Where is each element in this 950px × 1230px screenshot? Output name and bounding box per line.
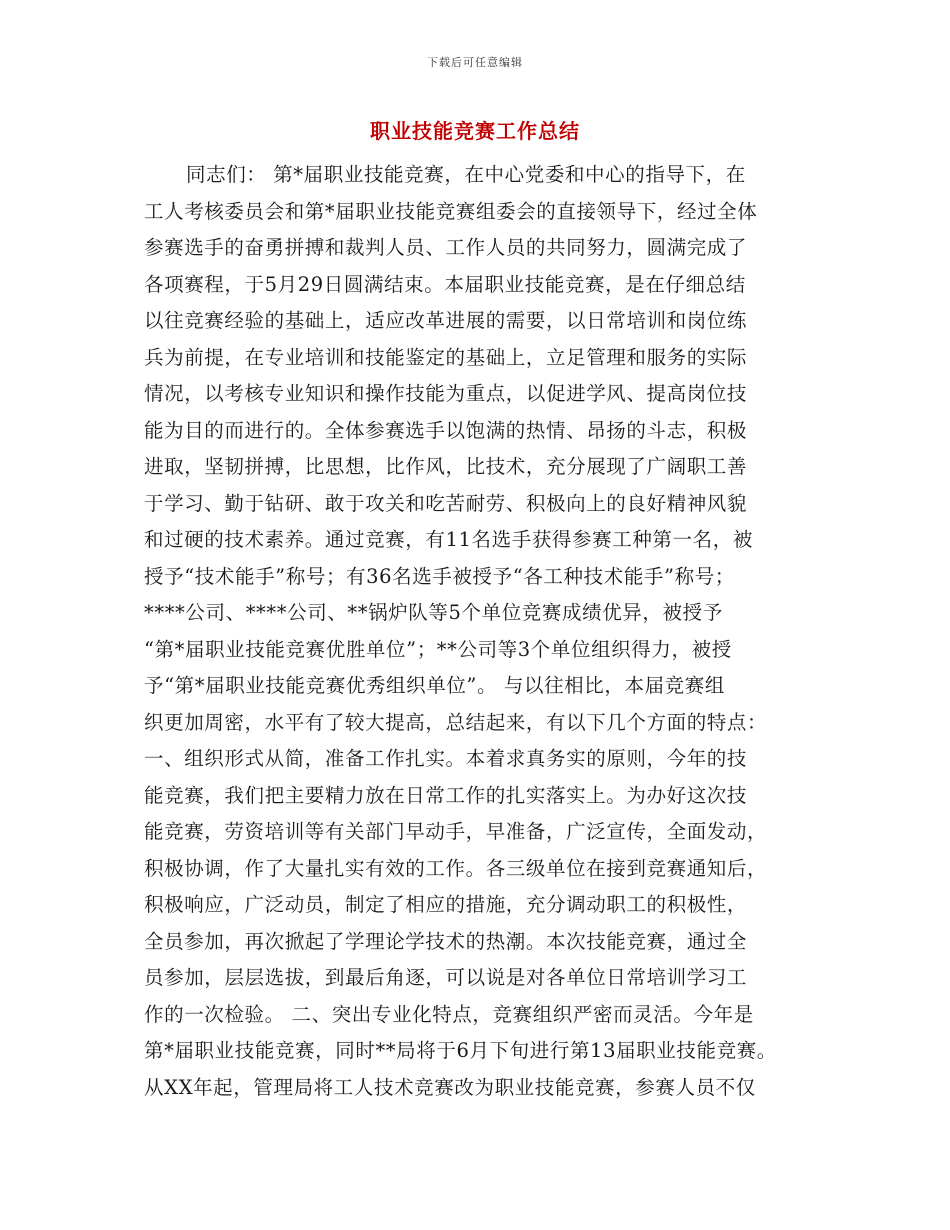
body-line: 工人考核委员会和第*届职业技能竞赛组委会的直接领导下，经过全体 [144,199,758,223]
body-line: 同志们： 第*届职业技能竞赛，在中心党委和中心的指导下，在 [186,163,746,186]
header-note: 下载后可任意编辑 [427,56,523,69]
body-line: 积极响应，广泛动员，制定了相应的措施，充分调动职工的积极性， [144,893,748,916]
body-line: 参赛选手的奋勇拼搏和裁判人员、工作人员的共同努力，圆满完成了 [144,236,748,259]
body-line: 进取，坚韧拼搏，比思想，比作风，比技术，充分展现了广阔职工善 [144,455,748,478]
body-line: 以往竞赛经验的基础上，适应改革进展的需要，以日常培训和岗位练 [144,309,748,332]
body-line: “第*届职业技能竞赛优胜单位”；**公司等3个单位组织得力，被授 [144,637,732,661]
body-line: 兵为前提，在专业培训和技能鉴定的基础上，立足管理和服务的实际 [144,345,748,369]
body-line: 于学习、勤于钻研、敢于攻关和吃苦耐劳、积极向上的良好精神风貌 [144,491,748,515]
body-line: 织更加周密，水平有了较大提高，总结起来，有以下几个方面的特点： [144,710,768,734]
body-text [144,157,834,1106]
body-line: 和过硬的技术素养。通过竞赛，有11名选手获得参赛工种第一名，被 [144,528,753,551]
body-line: 积极协调，作了大量扎实有效的工作。各三级单位在接到竞赛通知后， [144,856,768,880]
body-line: 能竞赛，我们把主要精力放在日常工作的扎实落实上。为办好这次技 [144,783,748,807]
body-line: 能为目的而进行的。全体参赛选手以饱满的热情、昂扬的斗志，积极 [144,418,748,442]
body-line: 情况，以考核专业知识和操作技能为重点，以促进学风、提高岗位技 [144,382,748,405]
body-line: 全员参加，再次掀起了学理论学技术的热潮。本次技能竞赛，通过全 [144,929,748,953]
document-title: 职业技能竞赛工作总结 [370,119,580,143]
body-line: 一、组织形式从简，准备工作扎实。本着求真务实的原则，今年的技 [144,747,748,770]
body-line: 授予“技术能手”称号；有36名选手被授予“各工种技术能手”称号； [144,564,735,588]
body-line: 员参加，层层选拔，到最后角逐，可以说是对各单位日常培训学习工 [144,966,748,989]
body-line: ****公司、****公司、**锅炉队等5个单位竞赛成绩优异，被授予 [144,601,723,624]
body-line: 第*届职业技能竞赛，同时**局将于6月下旬进行第13届职业技能竞赛。 [144,1039,777,1062]
body-line: 作的一次检验。 二、突出专业化特点，竞赛组织严密而灵活。今年是 [144,1002,754,1026]
body-line: 从XX年起，管理局将工人技术竞赛改为职业技能竞赛，参赛人员不仅 [144,1075,756,1099]
body-line: 能竞赛，劳资培训等有关部门早动手，早准备，广泛宣传，全面发动， [144,820,768,843]
body-line: 各项赛程，于5月29日圆满结束。本届职业技能竞赛，是在仔细总结 [144,272,746,296]
body-line: 予“第*届职业技能竞赛优秀组织单位”。 与以往相比，本届竞赛组 [144,674,725,697]
